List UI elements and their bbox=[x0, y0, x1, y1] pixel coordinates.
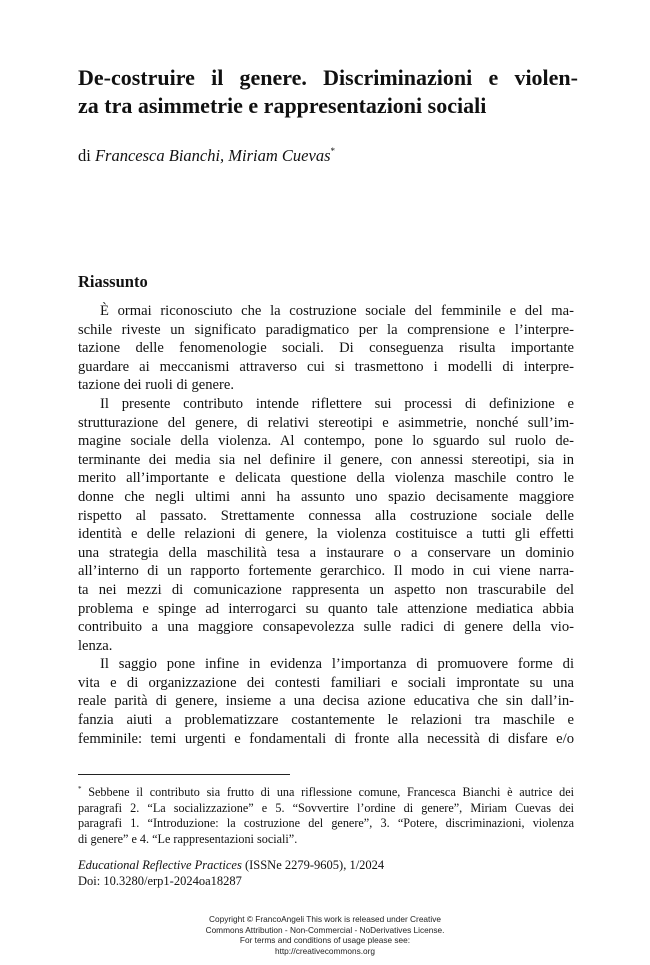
abstract-line: È ormai riconosciuto che la costruzione sociale del femminile e del ma- bbox=[100, 303, 574, 319]
abstract-line: strutturazione del genere, di relativi stereotipi e asimmetrie, nonché sull’im- bbox=[78, 414, 574, 431]
footnote-line bbox=[78, 782, 574, 801]
footnote bbox=[78, 782, 574, 847]
abstract-line: merito all’importante e delicata questione della violenza maschile contro le bbox=[78, 470, 574, 487]
license-line: Commons Attribution - Non-Commercial - NoDerivatives License. bbox=[205, 924, 445, 935]
abstract-line: all’interno di un rapporto fortemente gerarchico. Il modo in cui viene narra- bbox=[78, 563, 574, 580]
journal-name: Educational Reflective Practices bbox=[78, 858, 242, 872]
license-line: Copyright © FrancoAngeli This work is released under Creative bbox=[209, 914, 441, 924]
article-title bbox=[78, 64, 578, 120]
author-names: Francesca Bianchi, Miriam Cuevas bbox=[94, 146, 331, 165]
abstract-line: Il presente contributo intende riflettere sui processi di definizione e bbox=[100, 395, 574, 412]
footnote-line: di genere” e 4. “Le rappresentazioni sociali”. bbox=[78, 831, 298, 846]
abstract-line: fanzia aiuti a problematizzare costantemente le relazioni tra maschile e bbox=[78, 712, 574, 729]
license-line: For terms and conditions of usage please see: bbox=[239, 935, 411, 946]
section-heading: Riassunto bbox=[78, 272, 148, 291]
abstract-line: guardare ai meccanismi attraverso cui si trasmettono i modelli di interpre- bbox=[78, 358, 574, 375]
abstract-line: una strategia della maschilità tesa a instaurare o a conservare un dominio bbox=[78, 544, 574, 561]
footnote-line: paragrafi 1. “Introduzione: la costruzione del genere”, 3. “Potere, discriminazioni, violenza bbox=[78, 816, 574, 831]
footnote-mark: * bbox=[78, 785, 82, 793]
abstract-text bbox=[78, 302, 574, 748]
abstract-line: identità e delle relazioni di genere, la violenza costituisce a tutti gli effetti bbox=[78, 526, 574, 543]
author-line bbox=[78, 146, 335, 166]
footnote-mark: * bbox=[330, 146, 336, 156]
abstract-line: problema e spinge ad interrogarci su quanto tale attenzione mediatica abbia bbox=[78, 600, 574, 617]
footnote-divider bbox=[78, 774, 290, 775]
abstract-line: vita e di organizzazione dei contesti familiari e sociali improntate su una bbox=[78, 674, 574, 691]
title-line: za tra asimmetrie e rappresentazioni sociali bbox=[78, 93, 487, 118]
abstract-line: magine sociale della violenza. Al contempo, pone lo sguardo sul ruolo de- bbox=[78, 433, 574, 450]
abstract-line: contribuito a una maggiore consapevolezza sulle radici di genere della vio- bbox=[78, 619, 574, 636]
abstract-line: schile riveste un significato paradigmatico per la comprensione e l’interpre- bbox=[78, 321, 574, 338]
abstract-line: reale parità di genere, insieme a una decisa azione educativa che sin dall’in- bbox=[78, 693, 574, 710]
journal-citation bbox=[78, 857, 384, 873]
author-prefix: di bbox=[78, 146, 91, 165]
footnote-line: paragrafi 2. “La socializzazione” e 5. “Sovvertire l’ordine di genere”, Miriam Cuevas dei bbox=[78, 800, 574, 815]
abstract-line: tazione delle fenomenologie sociali. Di conseguenza risulta importante bbox=[78, 340, 574, 357]
abstract-line: femminile: temi urgenti e fondamentali di fronte alla necessità di disfare e/o bbox=[78, 730, 574, 747]
abstract-line: terminante dei media sia nel definire il genere, con annessi stereotipi, sia in bbox=[78, 451, 574, 468]
journal-details: (ISSNe 2279-9605), 1/2024 bbox=[241, 858, 385, 872]
doi: Doi: 10.3280/erp1-2024oa18287 bbox=[78, 874, 242, 888]
abstract-line: ta nei mezzi di comunicazione rappresenta un aspetto non trascurabile del bbox=[78, 581, 574, 598]
abstract-line: lenza. bbox=[78, 637, 113, 654]
abstract-line: donne che negli ultimi anni ha assunto uno spazio decisamente maggiore bbox=[78, 488, 574, 505]
journal-info bbox=[78, 857, 384, 889]
title-line: De-costruire il genere. Discriminazioni e violen- bbox=[78, 65, 578, 90]
abstract-line: rispetto al passato. Strettamente connessa alla costruzione sociale delle bbox=[78, 507, 574, 524]
license-link[interactable]: http://creativecommons.org bbox=[274, 945, 376, 956]
license-notice bbox=[150, 914, 500, 956]
abstract-line: Il saggio pone infine in evidenza l’importanza di promuovere forme di bbox=[100, 656, 574, 673]
abstract-line: tazione dei ruoli di genere. bbox=[78, 377, 235, 394]
footnote-text: Sebbene il contributo sia frutto di una riflessione comune, Francesca Bianchi è autrice dei bbox=[88, 785, 574, 799]
